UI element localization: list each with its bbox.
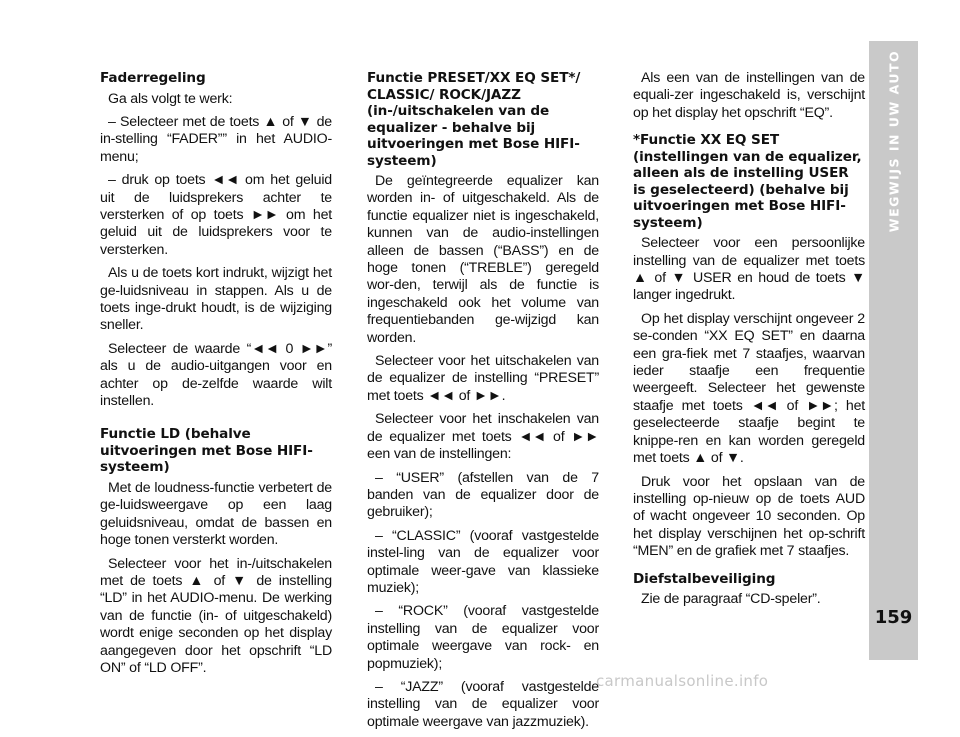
heading-ld-function: Functie LD (behalve uitvoeringen met Bose HIFI-systeem) [100,426,313,476]
heading-fader: Faderregeling [100,70,206,86]
paragraph: Zie de paragraaf “CD-speler”. [641,591,821,608]
paragraph: – “CLASSIC” (vooraf vastgestelde instel-ling van de equalizer voor optimale weer-gave van klassieke muziek); [367,527,599,596]
paragraph: Als een van de instellingen van de equali-zer ingeschakeld is, verschijnt op het display het opschrift “EQ”. [633,70,865,121]
watermark: carmanualsonline.info [596,672,769,690]
text-column-1 [100,70,332,683]
paragraph: – Selecteer met de toets ▲ of ▼ de in-stelling “FADER”” in het AUDIO-menu; [100,113,332,165]
paragraph: Selecteer voor het uitschakelen van de equalizer de instelling “PRESET” met toets ◄◄ of ►►. [367,353,599,404]
chapter-title-text: WEGWIJS IN UW AUTO [886,49,901,233]
heading-diefstalbeveiliging: Diefstalbeveiliging [633,570,776,587]
chapter-title [869,41,918,241]
paragraph: Selecteer de waarde “◄◄ 0 ►►” als u de audio-uitgangen voor en achter op de-zelfde waarde wilt instellen. [100,340,332,409]
page-number: 159 [874,607,913,628]
text-column-3 [633,70,865,614]
paragraph: – “USER” (afstellen van de 7 banden van de equalizer door de gebruiker); [367,469,599,521]
heading-preset-equalizer: Functie PRESET/XX EQ SET*/ CLASSIC/ ROCK/JAZZ (in-/uitschakelen van de equalizer - behalve bij uitvoeringen met Bose HIFI-systeem) [367,70,581,169]
paragraph: Ga als volgt te werk: [108,90,233,107]
text-column-2 [367,70,599,737]
paragraph: Als u de toets kort indrukt, wijzigt het ge-luidsniveau in stappen. Als u de toets inge-drukt houdt, is de wijziging sneller. [100,265,332,334]
paragraph: Druk voor het opslaan van de instelling op-nieuw op de toets AUD of wacht ongeveer 10 seconden. Op het display verschijnen het op-schrift “MEN” en de grafiek met 7 staafjes. [633,473,865,560]
paragraph: Op het display verschijnt ongeveer 2 se-conden “XX EQ SET” en daarna een gra-fiek met 7 staafjes, waarvan ieder staafje een frequentie weergeeft. Selecteer het gewenste staafje met toets ◄◄ of ►►; het geselecteerde staafje begint te knippe-ren en kan worden geregeld met toets ▲ of ▼. [633,310,865,467]
paragraph: – “ROCK” (vooraf vastgestelde instelling van de equalizer voor optimale weergave van rock- en popmuziek); [367,603,599,672]
paragraph: Selecteer voor een persoonlijke instelling van de equalizer met toets ▲ of ▼ USER en houd de toets ▼ langer ingedrukt. [633,235,865,304]
paragraph: – “JAZZ” (vooraf vastgestelde instelling van de equalizer voor optimale weergave van jazzmuziek). [367,678,599,730]
paragraph: Selecteer voor het inschakelen van de equalizer met toets ◄◄ of ►► een van de instellingen: [367,411,599,463]
paragraph: Met de loudness-functie verbetert de ge-luidsweergave op een laag geluidsniveau, omdat de bassen en hoge tonen versterkt worden. [100,479,332,549]
chapter-sidebar [869,41,918,660]
paragraph: Selecteer voor het in-/uitschakelen met de toets ▲ of ▼ de instelling “LD” in het AUDIO-menu. De werking van de functie (in- of uitgeschakeld) wordt enige seconden op het display aangegeven door het opschrift “LD ON” of “LD OFF”. [100,555,332,676]
paragraph: – druk op toets ◄◄ om het geluid uit de luidsprekers achter te versterken of op toets ►► om het geluid uit de luidsprekers voor te versterken. [100,172,332,258]
paragraph: De geïntegreerde equalizer kan worden in- of uitgeschakeld. Als de functie equalizer niet is ingeschakeld, kunnen van de audio-instellingen alleen de bassen (“BASS”) en de hoge tonen (“TREBLE”) geregeld wor-den, terwijl als de functie is ingeschakeld ook het volume van frequentiebanden ge-wijzigd kan worden. [367,173,599,346]
heading-xx-eq-set: *Functie XX EQ SET (instellingen van de equalizer, alleen als de instelling USER is geselecteerd) (behalve bij uitvoeringen met Bose HIFI-systeem) [633,132,862,231]
